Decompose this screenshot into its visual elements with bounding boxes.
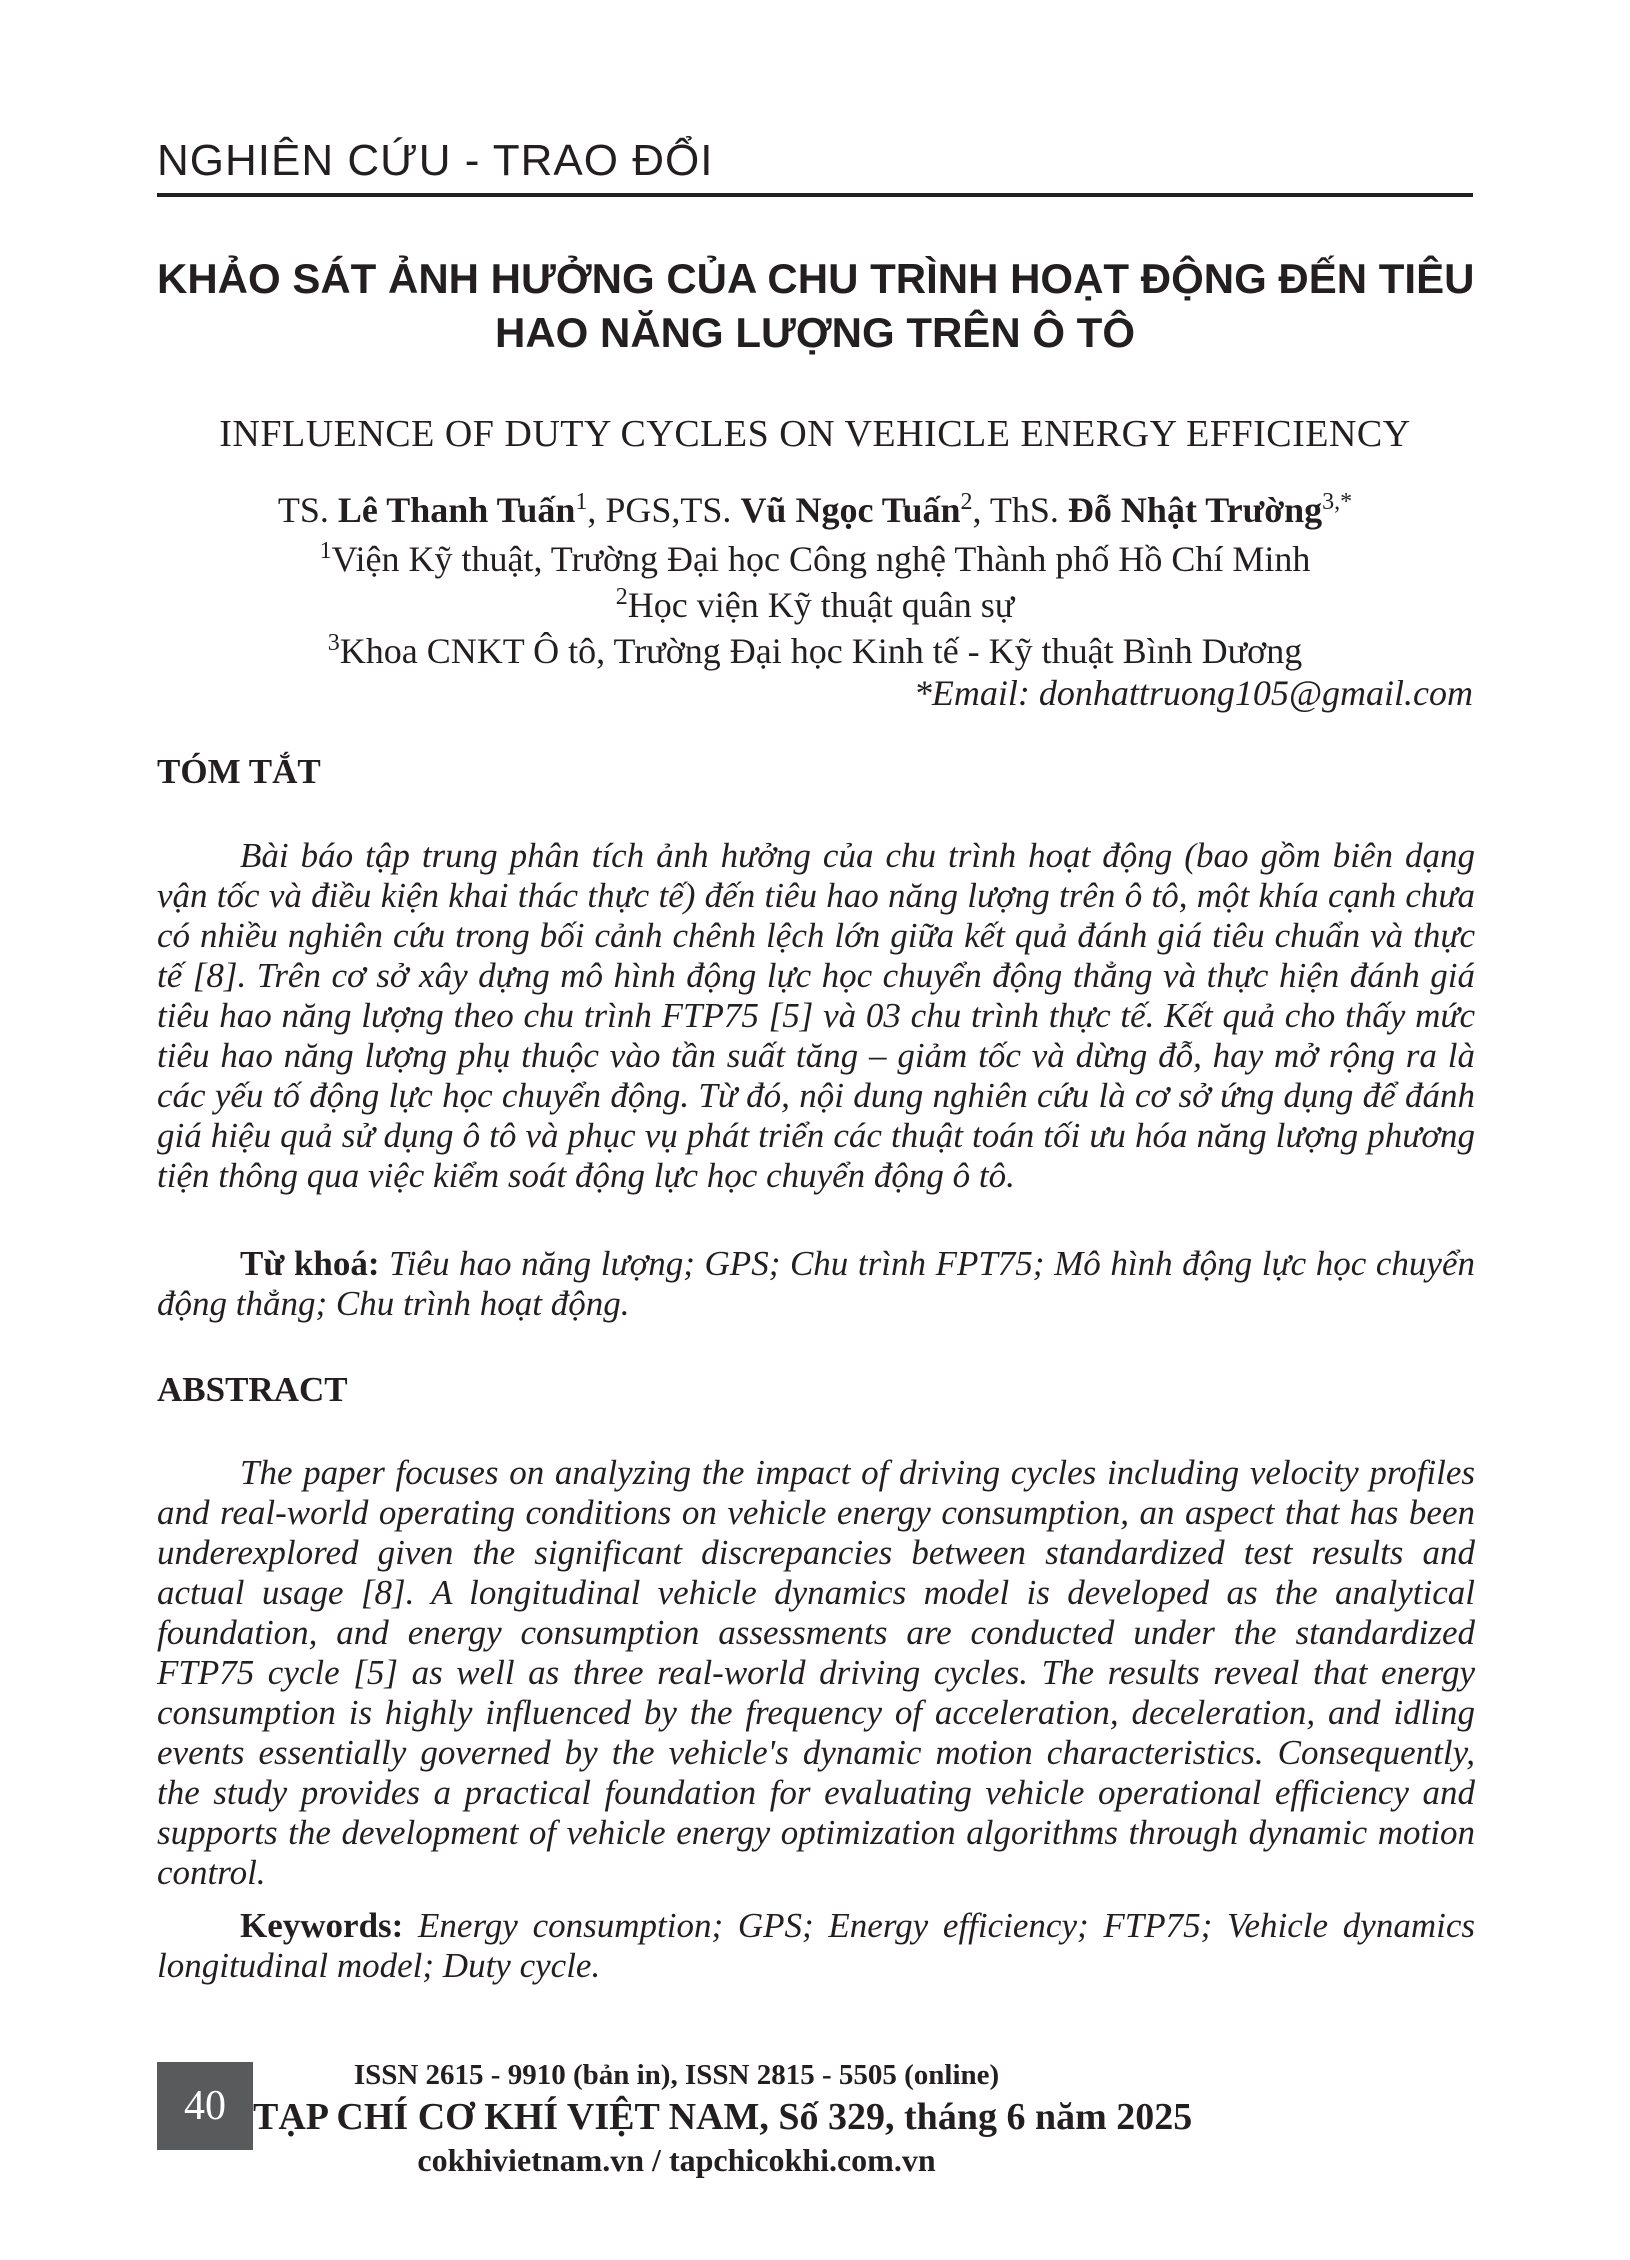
article-title-line-1: KHẢO SÁT ẢNH HƯỞNG CỦA CHU TRÌNH HOẠT ĐỘNG ĐẾN TIÊU [157,255,1475,302]
abstract-heading: ABSTRACT [157,1370,348,1409]
affiliation-list [157,536,1473,674]
author-affil-mark-2: 2 [960,489,973,515]
affiliation-1 [157,536,1473,582]
article-title-line-2: HAO NĂNG LƯỢNG TRÊN Ô TÔ [495,309,1135,356]
keywords-english [157,1906,1475,1986]
affiliation-3-mark: 3 [327,630,340,656]
footer-journal-line: TẠP CHÍ CƠ KHÍ VIỆT NAM, Số 329, tháng 6 năm 2025 [253,2096,1193,2138]
keywords-vietnamese-label: Từ khoá: [240,1244,380,1283]
author-name-1: Lê Thanh Tuấn [337,490,576,530]
affiliation-2-mark: 2 [615,584,628,610]
tomtat-heading: TÓM TẮT [157,752,321,791]
abstract-vietnamese: Bài báo tập trung phân tích ảnh hưởng của chu trình hoạt động (bao gồm biên dạng vận tốc và điều kiện khai thác thực tế) đến tiêu hao năng lượng trên ô tô, một khía cạnh chưa có nhiều nghiên cứu trong bối cảnh chênh lệch lớn giữa kết quả đánh giá tiêu chuẩn và thực tế [8]. Trên cơ sở xây dựng mô hình động lực học chuyển động thẳng và thực hiện đánh giá tiêu hao năng lượng theo chu trình FTP75 [5] và 03 chu trình thực tế. Kết quả cho thấy mức tiêu hao năng lượng phụ thuộc vào tần suất tăng – giảm tốc và dừng đỗ, hay mở rộng ra là các yếu tố động lực học chuyển động. Từ đó, nội dung nghiên cứu là cơ sở ứng dụng để đánh giá hiệu quả sử dụng ô tô và phục vụ phát triển các thuật toán tối ưu hóa năng lượng phương tiện thông qua việc kiểm soát động lực học chuyển động ô tô. [157,836,1475,1195]
keywords-english-text: Energy consumption; GPS; Energy efficiency; FTP75; Vehicle dynamics longitudinal model; Duty cycle. [157,1906,1475,1985]
affiliation-3 [157,628,1473,674]
footer-website-line: cokhivietnam.vn / tapchicokhi.com.vn [417,2142,936,2178]
page-number-box [157,2062,253,2150]
author-affil-mark-1: 1 [575,489,588,515]
author-name-3: Đỗ Nhật Trường [1067,490,1323,530]
abstract-english: The paper focuses on analyzing the impact of driving cycles including velocity profiles and real-world operating conditions on vehicle energy consumption, an aspect that has been underexplored given the significant discrepancies between standardized test results and actual usage [8]. A longitudinal vehicle dynamics model is developed as the analytical foundation, and energy consumption assessments are conducted under the standardized FTP75 cycle [5] as well as three real-world driving cycles. The results reveal that energy consumption is highly influenced by the frequency of acceleration, deceleration, and idling events essentially governed by the vehicle's dynamic motion characteristics. Consequently, the study provides a practical foundation for evaluating vehicle operational efficiency and supports the development of vehicle energy optimization algorithms through dynamic motion control. [157,1453,1475,1892]
header-rule [157,193,1473,197]
affiliation-2 [157,582,1473,628]
journal-footer [253,2056,1193,2180]
author-degree-1: TS. [277,490,338,530]
keywords-vietnamese [157,1244,1475,1324]
article-title-english: INFLUENCE OF DUTY CYCLES ON VEHICLE ENERGY EFFICIENCY [219,413,1411,455]
author-degree-2: , PGS,TS. [587,490,741,530]
author-affil-mark-3: 3,* [1322,489,1353,515]
author-degree-3: , ThS. [972,490,1068,530]
corresponding-email: *Email: donhattruong105@gmail.com [913,673,1473,713]
affiliation-2-text: Học viện Kỹ thuật quân sự [627,585,1015,625]
section-header: NGHIÊN CỨU - TRAO ĐỔI [157,136,714,185]
keywords-english-label: Keywords: [240,1906,404,1945]
affiliation-3-text: Khoa CNKT Ô tô, Trường Đại học Kinh tế - Kỹ thuật Bình Dương [339,631,1303,671]
footer-issn-line: ISSN 2615 - 9910 (bản in), ISSN 2815 - 5505 (online) [353,2059,1000,2091]
author-name-2: Vũ Ngọc Tuấn [740,490,961,530]
affiliation-1-text: Viện Kỹ thuật, Trường Đại học Công nghệ Thành phố Hồ Chí Minh [331,539,1311,579]
page-number: 40 [184,2083,226,2129]
author-line [157,489,1473,531]
article-title [157,252,1473,360]
keywords-vietnamese-text: Tiêu hao năng lượng; GPS; Chu trình FPT75; Mô hình động lực học chuyển động thẳng; Chu trình hoạt động. [157,1244,1475,1323]
affiliation-1-mark: 1 [319,538,332,564]
